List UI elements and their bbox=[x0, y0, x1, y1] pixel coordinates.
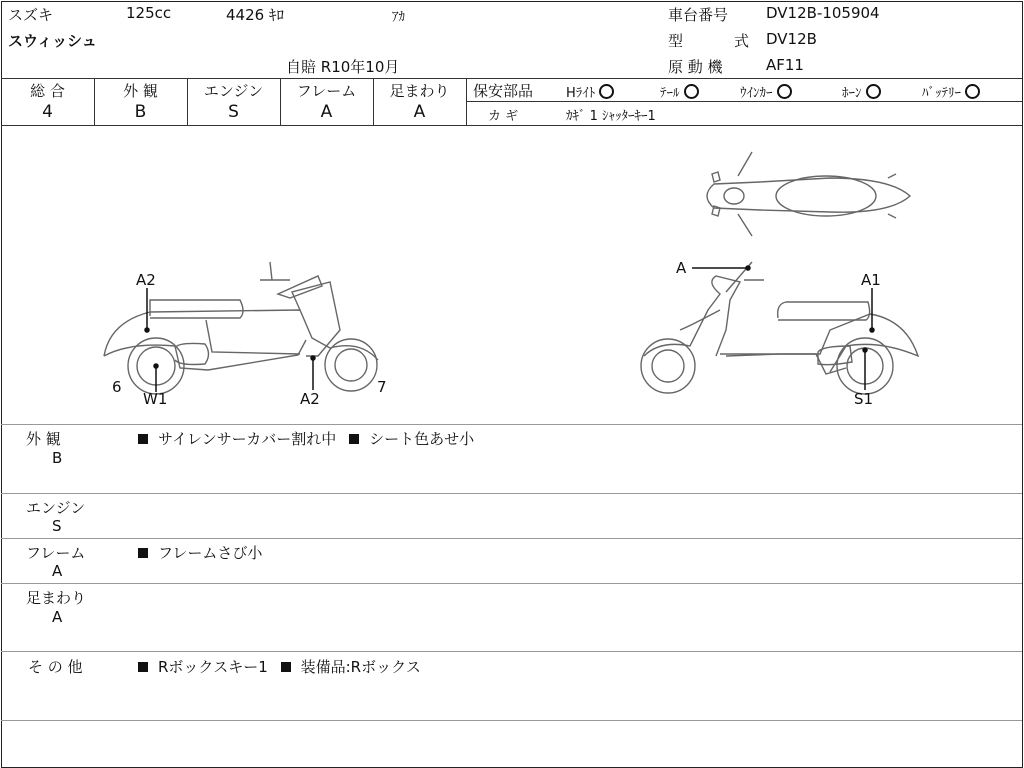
bullet-icon bbox=[138, 548, 148, 558]
bullet-icon bbox=[138, 434, 148, 444]
frame-grade-label: フレーム bbox=[296, 82, 357, 100]
remark-suspension-grade: A bbox=[52, 608, 63, 626]
remark-other-notes: Rボックスキー1 装備品:Rボックス bbox=[138, 656, 421, 677]
remark-engine-label: エンジン bbox=[26, 499, 86, 517]
overall-label: 総 合 bbox=[30, 82, 65, 100]
remark-other-label: そ の 他 bbox=[28, 658, 83, 676]
remark-exterior-grade: B bbox=[52, 449, 63, 467]
key-label: カ ギ bbox=[488, 109, 519, 124]
exterior-label: 外 観 bbox=[123, 82, 158, 100]
engine-grade-label: エンジン bbox=[203, 82, 264, 100]
mark-6: 6 bbox=[112, 378, 122, 396]
chassis-value: DV12B-105904 bbox=[766, 4, 880, 22]
type-label-1: 型 bbox=[668, 32, 684, 50]
overall-value: 4 bbox=[42, 102, 53, 122]
mark-a2-top: A2 bbox=[136, 271, 156, 289]
remark-frame-grade: A bbox=[52, 562, 63, 580]
remark-exterior-notes: サイレンサーカバー割れ中 シート色あせ小 bbox=[138, 428, 474, 449]
mark-a: A bbox=[676, 259, 687, 277]
type-label-2: 式 bbox=[734, 32, 750, 50]
safety-item-tail: ﾃｰﾙ bbox=[660, 82, 699, 101]
remark-frame-label: フレーム bbox=[26, 544, 86, 562]
ok-mark-icon bbox=[777, 84, 792, 99]
color: ｱｶ bbox=[392, 10, 405, 25]
exterior-value: B bbox=[134, 102, 147, 122]
ok-mark-icon bbox=[965, 84, 980, 99]
divider bbox=[1, 538, 1022, 539]
safety-item-battery: ﾊﾞｯﾃﾘｰ bbox=[922, 82, 980, 101]
divider bbox=[1, 583, 1022, 584]
bullet-icon bbox=[281, 662, 291, 672]
engine-model-value: AF11 bbox=[766, 56, 804, 74]
remark-engine-grade: S bbox=[52, 517, 62, 535]
divider bbox=[1, 651, 1022, 652]
mark-a2-bottom: A2 bbox=[300, 390, 320, 408]
engine-grade-value: S bbox=[228, 102, 239, 122]
damage-diagram bbox=[0, 126, 1024, 424]
ok-mark-icon bbox=[866, 84, 881, 99]
safety-label: 保安部品 bbox=[473, 82, 534, 100]
remark-exterior-label: 外 観 bbox=[26, 430, 61, 448]
model-name: スウィッシュ bbox=[8, 32, 97, 50]
remark-frame-notes: フレームさび小 bbox=[138, 542, 262, 563]
bullet-icon bbox=[349, 434, 359, 444]
frame-grade-value: A bbox=[320, 102, 333, 122]
mark-s1: S1 bbox=[854, 390, 874, 408]
chassis-label: 車台番号 bbox=[668, 6, 729, 24]
insurance: 自賠 R10年10月 bbox=[286, 58, 400, 76]
scooter-top-view-icon bbox=[707, 152, 910, 236]
type-value: DV12B bbox=[766, 30, 817, 48]
safety-item-winker: ｳｲﾝｶｰ bbox=[740, 82, 792, 101]
maker: スズキ bbox=[8, 6, 54, 24]
mileage: 4426 ｷﾛ bbox=[226, 6, 284, 24]
ok-mark-icon bbox=[599, 84, 614, 99]
mark-a1: A1 bbox=[861, 271, 881, 289]
engine-model-label: 原 動 機 bbox=[668, 58, 723, 76]
divider bbox=[466, 78, 467, 125]
suspension-grade-value: A bbox=[413, 102, 426, 122]
suspension-grade-label: 足まわり bbox=[389, 82, 450, 100]
remark-suspension-label: 足まわり bbox=[26, 589, 87, 607]
divider bbox=[466, 101, 1022, 102]
mark-w1: W1 bbox=[143, 390, 168, 408]
safety-item-horn: ﾎｰﾝ bbox=[842, 82, 881, 101]
safety-item-headlight: Hﾗｲﾄ bbox=[566, 82, 614, 101]
divider bbox=[1, 493, 1022, 494]
divider bbox=[1, 720, 1022, 721]
divider bbox=[1, 78, 1022, 79]
displacement: 125cc bbox=[126, 4, 172, 22]
bullet-icon bbox=[138, 662, 148, 672]
mark-7: 7 bbox=[377, 378, 387, 396]
divider bbox=[1, 424, 1022, 425]
key-value: ｶｷﾞ 1 ｼｬｯﾀｰｷｰ1 bbox=[566, 109, 656, 124]
ok-mark-icon bbox=[684, 84, 699, 99]
